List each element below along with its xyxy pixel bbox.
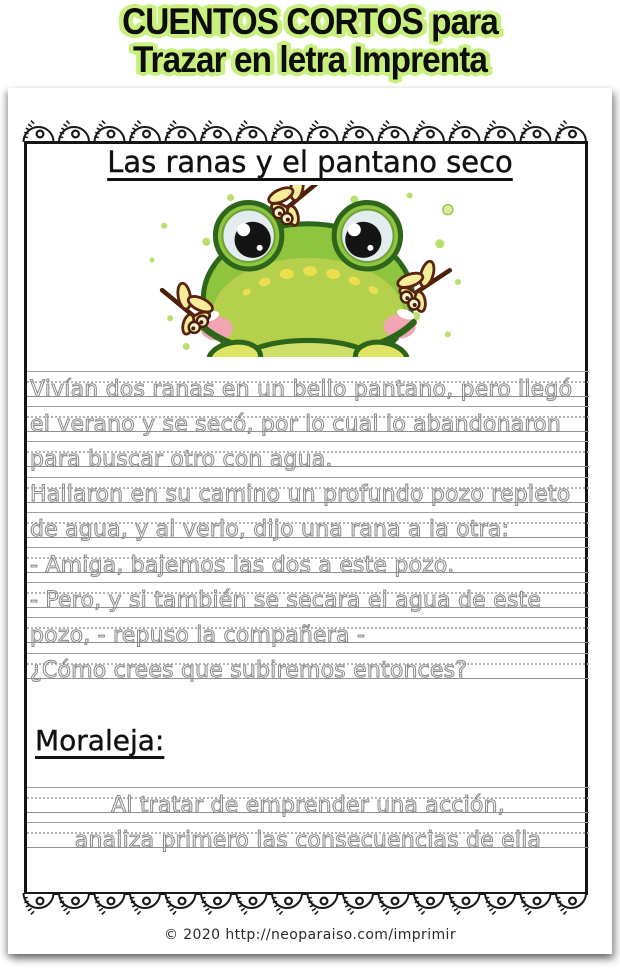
trace-line	[27, 406, 589, 437]
frog-illustration	[146, 185, 470, 357]
header-title-line2: Trazar en letra Imprenta	[132, 39, 488, 80]
trace-line	[27, 477, 589, 508]
moral-trace-lines	[27, 787, 589, 857]
trace-text: ¿Cómo crees que subiremos entonces?	[30, 658, 468, 684]
trace-text: analiza primero las consecuencias de ella	[74, 827, 542, 853]
trace-text: Hallaron en su camino un profundo pozo repleto	[30, 482, 571, 508]
trace-line	[27, 547, 589, 578]
trace-line	[27, 441, 589, 473]
trace-text: - Amiga, bajemos las dos a este pozo.	[30, 552, 455, 578]
worksheet-page	[8, 88, 612, 954]
header-title-line1: CUENTOS CORTOS para	[122, 1, 498, 42]
scallop-border-top-icon	[22, 111, 590, 142]
moral-heading: Moraleja:	[35, 724, 165, 757]
trace-line	[27, 512, 589, 543]
frog	[200, 203, 415, 357]
scallop-border-bottom-icon	[22, 893, 590, 924]
copyright-footer: © 2020 http://neoparaiso.com/imprimir	[164, 927, 456, 943]
story-title: Las ranas y el pantano seco	[107, 145, 513, 179]
trace-line	[27, 617, 589, 649]
trace-line	[27, 787, 589, 818]
trace-text: Al tratar de emprender una acción,	[111, 792, 505, 818]
trace-line	[27, 653, 589, 684]
trace-text: - Pero, y si también se secara el agua de este	[30, 587, 542, 613]
poster-header	[0, 3, 620, 79]
story-trace-lines	[27, 371, 589, 688]
trace-line	[27, 822, 589, 853]
trace-line	[27, 371, 589, 402]
trace-line	[27, 582, 589, 613]
trace-text: Vivían dos ranas en un bello pantano, pero llegó	[30, 376, 573, 402]
trace-text: para buscar otro con agua.	[30, 447, 333, 473]
trace-text: el verano y se secó, por lo cual lo abandonaron	[30, 411, 561, 437]
trace-text: pozo, - repuso la compañera -	[30, 623, 366, 649]
trace-text: de agua, y al verlo, dijo una rana a la otra:	[30, 517, 510, 543]
